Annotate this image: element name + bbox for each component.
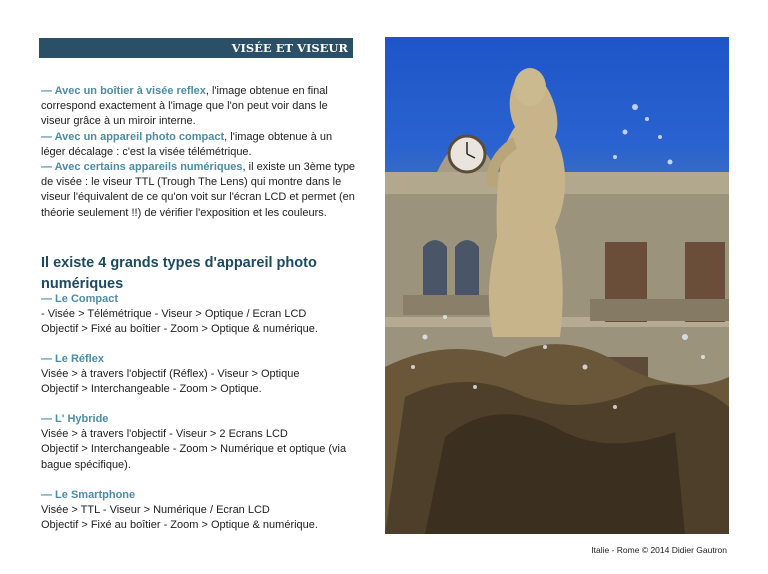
intro-paragraph-ttl: [41, 160, 359, 221]
intro-body: , il existe un 3ème type de visée : le viseur TTL (Trough The Lens) qui montre dans le viseur l'équivalent de ce qu'on voit sur l'écran LCD et permet (en théorie seulement !!) de vérifier l'exposition et les couleurs.: [41, 161, 356, 219]
type-name: — Le Réflex: [41, 353, 104, 365]
type-line: Visée > à travers l'objectif - Viseur > 2 Ecrans LCD: [41, 428, 288, 441]
photo-caption: Italie - Rome © 2014 Didier Gautron: [591, 545, 727, 555]
intro-body: , l'image obtenue en final correspond exactement à l'image que l'on peut voir dans le viseur grâce à un miroir interne.: [41, 85, 328, 128]
intro-paragraph-compact: [41, 130, 359, 160]
intro-highlight: — Avec certains appareils numériques: [41, 161, 243, 174]
type-reflex: [41, 352, 359, 398]
type-line: Objectif > Fixé au boîtier - Zoom > Optique & numérique.: [41, 323, 318, 336]
type-smartphone: [41, 488, 359, 534]
type-name: — Le Smartphone: [41, 489, 136, 501]
type-line: Visée > à travers l'objectif (Réflex) - Viseur > Optique: [41, 368, 300, 381]
intro-body: , l'image obtenue à un léger décalage : c'est la visée télémétrique.: [41, 130, 333, 158]
type-name: — Le Compact: [41, 293, 119, 305]
intro-highlight: — Avec un boîtier à visée reflex: [41, 85, 206, 97]
type-line: Objectif > Interchangeable - Zoom > Numérique et optique (via bague spécifique).: [41, 443, 347, 471]
fountain-photo: [385, 37, 729, 534]
intro-highlight: — Avec un appareil photo compact: [41, 130, 225, 143]
types-heading: Il existe 4 grands types d'appareil photo numériques: [41, 255, 317, 292]
type-line: - Visée > Télémétrique - Viseur > Optique / Ecran LCD: [41, 308, 307, 321]
intro-paragraph-reflex: [41, 84, 359, 130]
type-line: Objectif > Interchangeable - Zoom > Optique.: [41, 383, 262, 396]
type-line: Visée > TTL - Viseur > Numérique / Ecran LCD: [41, 504, 270, 517]
type-line: Objectif > Fixé au boîtier - Zoom > Optique & numérique.: [41, 519, 318, 532]
intro-text: [41, 84, 359, 221]
type-name: — L' Hybride: [41, 413, 109, 425]
section-header: VISÉE ET VISEUR: [39, 38, 353, 58]
type-hybrid: [41, 412, 359, 473]
type-compact: [41, 292, 359, 338]
fountain-illustration: [385, 37, 729, 534]
